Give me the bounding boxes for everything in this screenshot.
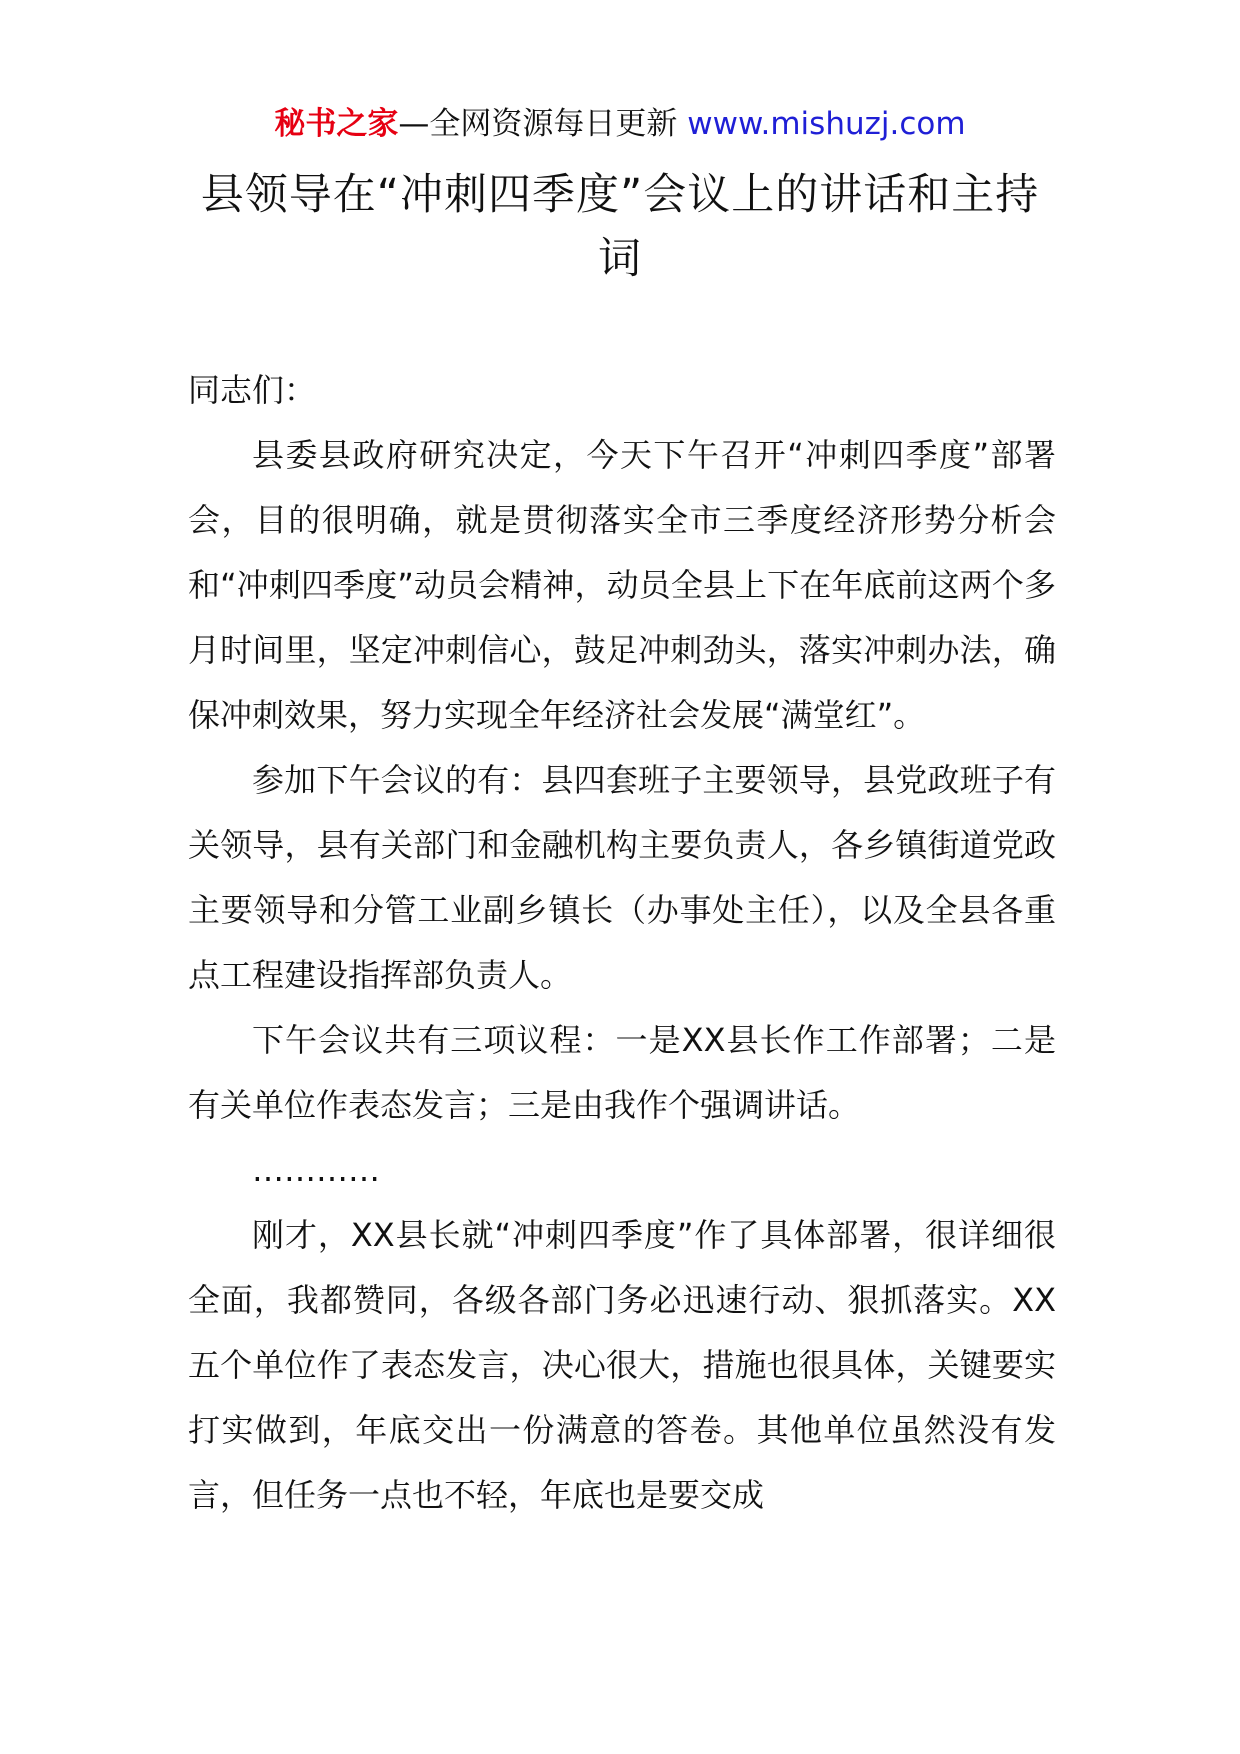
brand-name: 秘书之家 bbox=[274, 106, 399, 142]
header-tagline: —全网资源每日更新 bbox=[398, 106, 688, 142]
paragraph: 县委县政府研究决定，今天下午召开“冲刺四季度”部署会，目的很明确，就是贯彻落实全市三季度经济形势分析会和“冲刺四季度”动员会精神，动员全县上下在年底前这两个多月时间里，坚定冲刺信心，鼓足冲刺劲头，落实冲刺办法，确保冲刺效果，努力实现全年经济社会发展“满堂红”。 bbox=[188, 436, 1056, 734]
greeting: 同志们： bbox=[188, 371, 317, 409]
paragraph: 参加下午会议的有：县四套班子主要领导，县党政班子有关领导，县有关部门和金融机构主要负责人，各乡镇街道党政主要领导和分管工业副乡镇长（办事处主任），以及全县各重点工程建设指挥部负责人。 bbox=[188, 761, 1056, 994]
paragraph: 下午会议共有三项议程：一是XX县长作工作部署；二是有关单位作表态发言；三是由我作个强调讲话。 bbox=[188, 1021, 1056, 1124]
website-link[interactable]: www.mishuzj.com bbox=[687, 106, 966, 142]
document-title: 县领导在“冲刺四季度”会议上的讲话和主持词 bbox=[200, 170, 1040, 284]
document-body bbox=[188, 358, 1056, 1528]
paragraph: 刚才，XX县长就“冲刺四季度”作了具体部署，很详细很全面，我都赞同，各级各部门务必迅速行动、狠抓落实。XX五个单位作了表态发言，决心很大，措施也很具体，关键要实打实做到，年底交出一份满意的答卷。其他单位虽然没有发言，但任务一点也不轻，年底也是要交成 bbox=[188, 1216, 1056, 1514]
ellipsis-separator: ………… bbox=[252, 1151, 380, 1189]
site-header bbox=[0, 100, 1240, 148]
